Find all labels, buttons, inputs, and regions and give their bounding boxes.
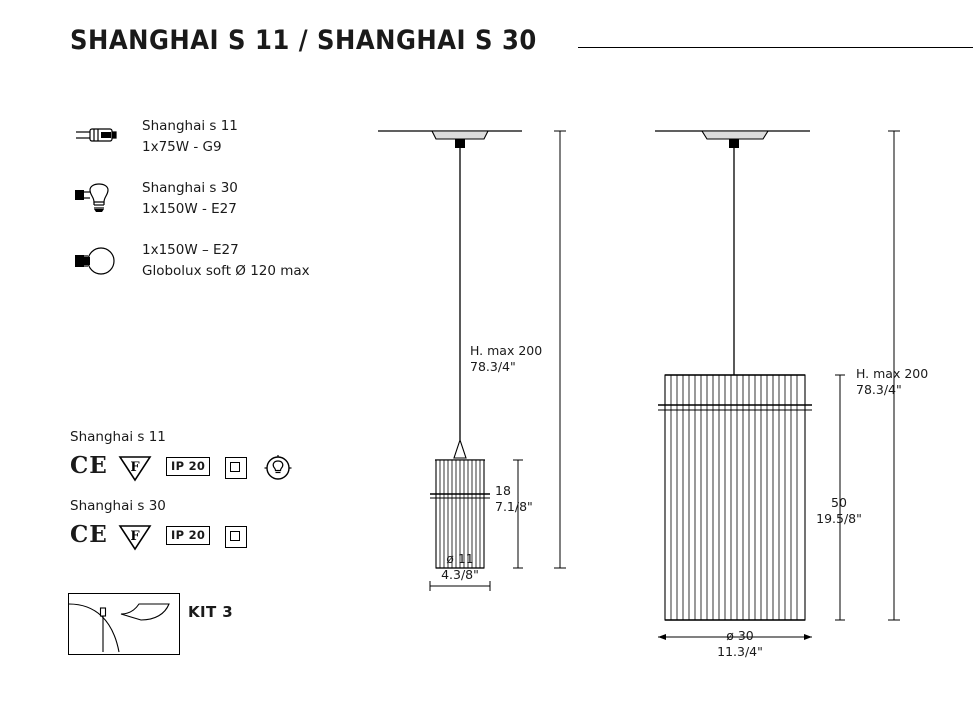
body-height-label-s11 [495,483,565,515]
ip-rating-badge: IP 20 [166,457,210,476]
body-height-line1-s30: 50 [831,495,847,510]
cert-model-label-1: Shanghai s 11 [70,429,166,445]
lamp-legend-item-3 [68,240,358,290]
title-rule [578,47,973,48]
class-II-icon [225,526,247,548]
lamp-legend-text-3 [142,240,310,282]
cert-model-label-2: Shanghai s 30 [70,498,166,514]
svg-text:F: F [130,529,140,544]
height-dimension-label-s11 [470,343,630,375]
ce-mark-icon: CE [70,452,108,479]
lamp-legend-text-2 [142,178,238,220]
height-dim-line1-s30: H. max 200 [856,366,929,381]
lamp-legend-text-1 [142,116,238,158]
lamp-legend-line2-2: 1x150W - E27 [142,201,237,217]
f-mark-icon [118,523,148,549]
body-height-line2-s30: 19.5/8" [816,511,862,526]
height-dim-line2-s30: 78.3/4" [856,382,902,397]
incandescent-bulb-icon [68,178,128,222]
cert-row-1 [70,453,360,481]
diameter-label-s30 [670,628,810,660]
halogen-capsule-lamp-icon [68,116,128,160]
height-dim-line2-s11: 78.3/4" [470,359,516,374]
class-II-icon [225,457,247,479]
lamp-legend-line1-2: Shanghai s 30 [142,180,238,196]
kit-installation-diagram [68,593,180,655]
body-height-line2-s11: 7.1/8" [495,499,533,514]
kit-label: KIT 3 [188,603,234,621]
globe-bulb-icon [68,240,128,284]
diameter-line2-s30: 11.3/4" [717,644,763,659]
height-dimension-label-s30 [856,366,971,398]
height-dim-line1-s11: H. max 200 [470,343,543,358]
diameter-line1-s30: ø 30 [726,628,754,643]
page-title: SHANGHAI S 11 / SHANGHAI S 30 [70,25,537,56]
cert-row-2 [70,522,360,550]
svg-text:F: F [130,460,140,475]
diameter-label-s11 [400,551,520,583]
lamp-legend-line2-1: 1x75W - G9 [142,139,222,155]
body-height-line1-s11: 18 [495,483,511,498]
body-height-label-s30 [806,495,872,527]
diameter-line1-s11: ø 11 [446,551,474,566]
lamp-legend-item-2 [68,178,358,228]
diameter-line2-s11: 4.3/8" [441,567,479,582]
lamp-legend-item-1 [68,116,358,166]
ce-mark-icon: CE [70,521,108,548]
f-mark-icon [118,454,148,480]
lamp-legend-line2-3: Globolux soft Ø 120 max [142,263,310,279]
lamp-legend-line1-1: Shanghai s 11 [142,118,238,134]
lamp-legend-line1-3: 1x150W – E27 [142,242,239,258]
bulb-symbol-icon [264,455,290,481]
ip-rating-badge: IP 20 [166,526,210,545]
